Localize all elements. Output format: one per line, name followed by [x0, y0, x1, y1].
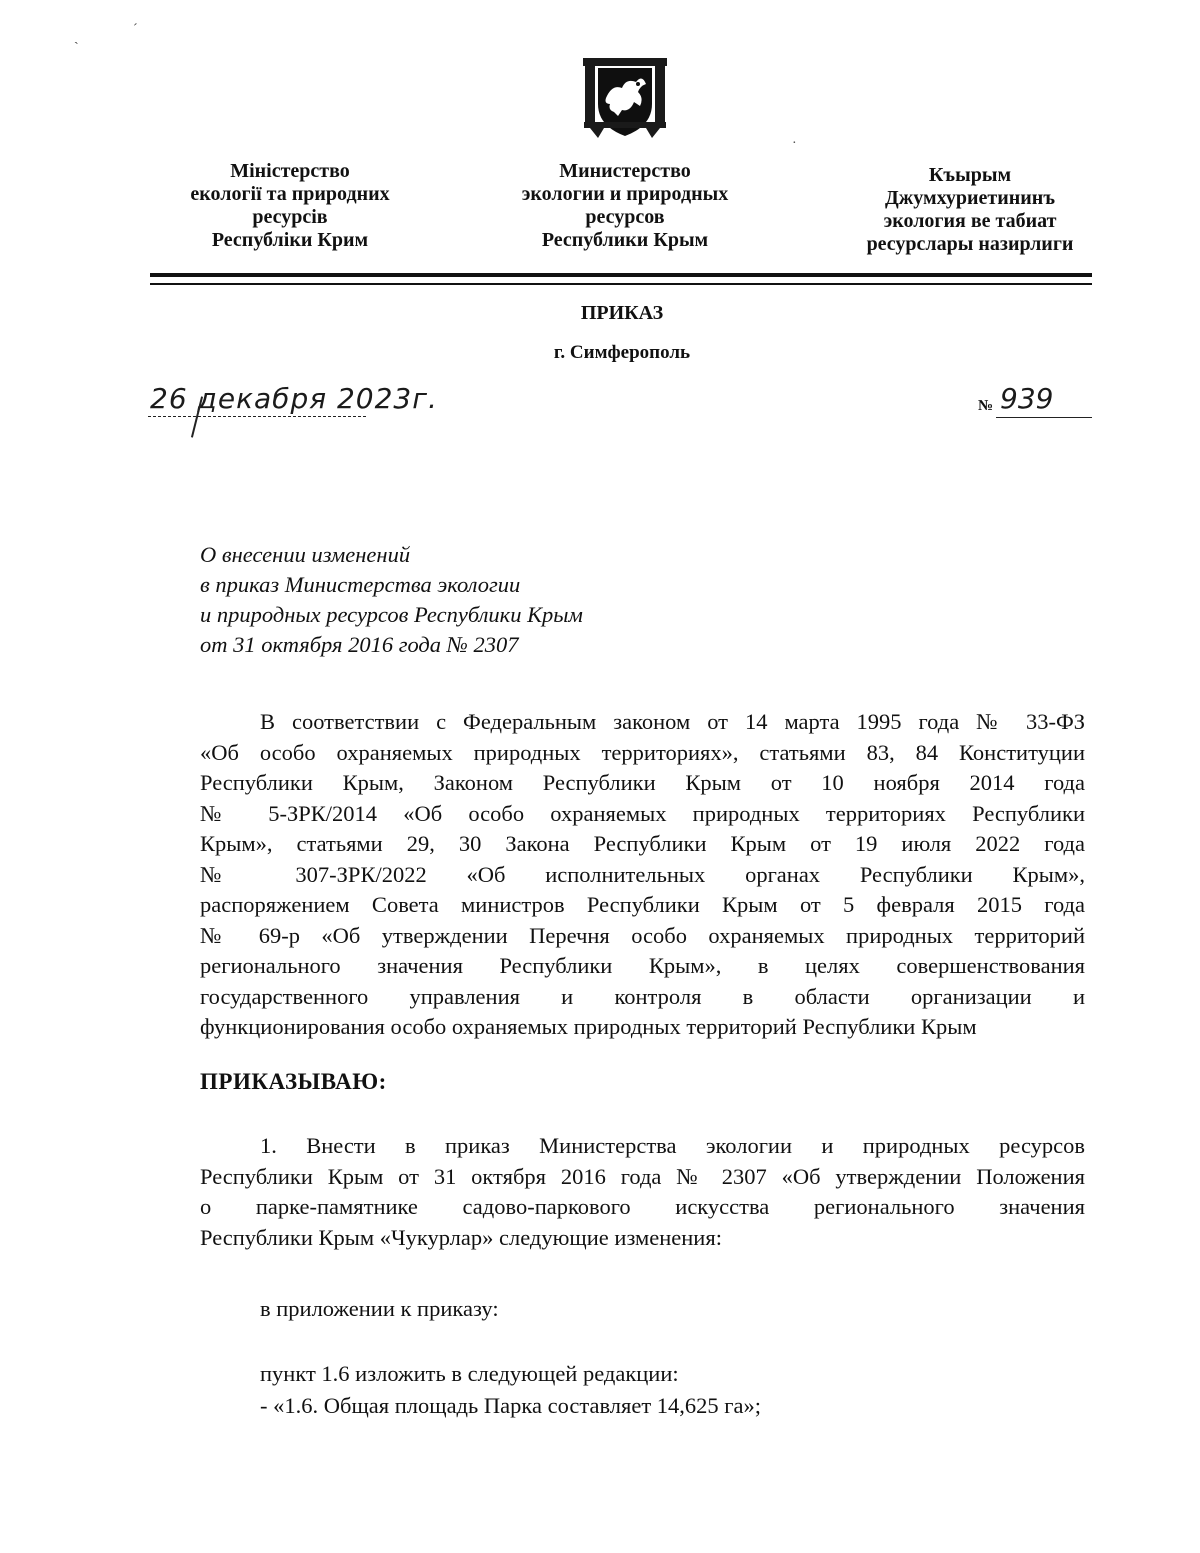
- handwritten-number: 939: [1000, 382, 1054, 415]
- preamble-paragraph: [200, 707, 1085, 1043]
- subject-line: в приказ Министерства экологии: [200, 572, 521, 597]
- scan-speck: ·: [792, 136, 797, 151]
- document-city: г. Симферополь: [553, 342, 691, 363]
- document-title: ПРИКАЗ: [580, 302, 664, 324]
- paragraph-line: Крым», статьями 29, 30 Закона Республики Крым от 19 июля 2022 года: [200, 831, 1085, 856]
- paragraph-line: В соответствии с Федеральным законом от 14 марта 1995 года № 33-ФЗ: [260, 709, 1085, 734]
- number-underline: [996, 417, 1092, 418]
- coat-of-arms-emblem: [582, 54, 668, 140]
- paragraph-line: распоряжением Совета министров Республики Крым от 5 февраля 2015 года: [200, 892, 1085, 917]
- header-ministry-ukrainian: [160, 160, 420, 252]
- header-ministry-russian: [490, 160, 760, 252]
- header-ministry-crimean-tatar: [830, 164, 1110, 256]
- item-1-paragraph: [200, 1131, 1085, 1253]
- paragraph-line: Республики Крым, Законом Республики Крым от 10 ноября 2014 года: [200, 770, 1085, 795]
- subject-line: О внесении изменений: [200, 542, 411, 567]
- header-line: Міністерство: [230, 160, 350, 182]
- paragraph-line: Республики Крым от 31 октября 2016 года № 2307 «Об утверждении Положения: [200, 1163, 1085, 1189]
- header-line: Министерство: [559, 160, 691, 182]
- header-line: экология ве табиат: [883, 210, 1057, 232]
- header-line: ресурсів: [252, 206, 328, 228]
- paragraph-line: функционирования особо охраняемых природных территорий Республики Крым: [200, 1014, 977, 1039]
- paragraph-line: № 307-ЗРК/2022 «Об исполнительных органах Республики Крым»,: [200, 861, 1085, 887]
- date-underline: [148, 416, 366, 417]
- header-line: ресурслары назирлиги: [866, 233, 1074, 255]
- header-line: экологии и природных: [521, 183, 729, 205]
- paragraph-line: государственного управления и контроля в области организации и: [200, 983, 1085, 1009]
- order-subject: [200, 540, 583, 660]
- quote-line: - «1.6. Общая площадь Парка составляет 14,625 га»;: [260, 1393, 762, 1418]
- header-divider-thin: [150, 283, 1092, 285]
- paragraph-line: № 5-ЗРК/2014 «Об особо охраняемых природных территориях Республики: [200, 800, 1085, 826]
- header-line: Республики Крым: [541, 229, 709, 251]
- subject-line: от 31 октября 2016 года № 2307: [200, 632, 519, 657]
- order-directive-heading: ПРИКАЗЫВАЮ:: [200, 1069, 387, 1094]
- subject-line: и природных ресурсов Республики Крым: [200, 602, 583, 627]
- paragraph-line: о парке-памятнике садово-паркового искусства регионального значения: [200, 1194, 1085, 1219]
- paragraph-line: «Об особо охраняемых природных территориях», статьями 83, 84 Конституции: [200, 739, 1085, 765]
- scan-speck: ˎ: [74, 30, 79, 45]
- header-line: Республіки Крим: [211, 229, 369, 251]
- header-line: екології та природних: [190, 183, 390, 205]
- paragraph-line: 1. Внести в приказ Министерства экологии и природных ресурсов: [260, 1133, 1085, 1158]
- annex-line: в приложении к приказу:: [260, 1296, 499, 1321]
- paragraph-line: Республики Крым «Чукурлар» следующие изменения:: [200, 1224, 722, 1250]
- header-divider-thick: [150, 273, 1092, 277]
- paragraph-line: № 69-р «Об утверждении Перечня особо охраняемых природных территорий: [200, 922, 1085, 948]
- scan-speck: ˊ: [133, 22, 138, 37]
- header-line: ресурсов: [585, 206, 665, 228]
- header-line: Къырым: [928, 164, 1012, 186]
- header-line: Джумхуриетининъ: [885, 187, 1055, 209]
- point-line: пункт 1.6 изложить в следующей редакции:: [260, 1361, 679, 1386]
- number-label: №: [978, 398, 994, 414]
- handwritten-date: 26 декабря 2023г.: [150, 382, 438, 415]
- paragraph-line: регионального значения Республики Крым», в целях совершенствования: [200, 953, 1085, 978]
